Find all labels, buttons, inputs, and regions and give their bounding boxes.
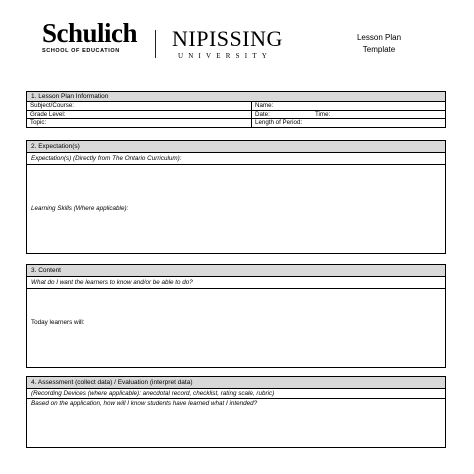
assessment-question-label: Based on the application, how will I know students have learned what I intended? [31,400,258,407]
schulich-wordmark: Schulich [42,18,138,48]
content-question-label: What do I want the learners to know and/or be able to do? [27,277,445,289]
section-title: 4. Assessment (collect data) / Evaluation (interpret data) [27,377,445,389]
assessment-section [26,376,446,448]
nipissing-subtitle: UNIVERSITY [178,52,272,60]
date-label: Date: [255,110,270,118]
document-title-line2: Template [362,45,396,54]
lesson-plan-info-section [26,91,446,128]
table-row [27,119,445,127]
length-of-period-field[interactable] [252,119,445,127]
header-divider [155,30,156,58]
expectations-label: Expectation(s) (Directly from The Ontario Curriculum): [27,153,445,165]
section-title: 3. Content [27,265,445,277]
expectations-section [26,140,446,254]
nipissing-logo [172,28,283,60]
table-row [27,111,445,120]
subject-course-field[interactable]: Subject/Course: [27,102,252,110]
document-title [344,32,414,56]
length-of-period-label: Length of Period: [255,119,303,126]
today-learners-label: Today learners will: [31,319,85,326]
section-title: 2. Expectation(s) [27,141,445,153]
time-label: Time: [315,110,331,118]
name-field[interactable] [252,102,445,110]
content-section [26,264,446,368]
recording-devices-label: (Recording Devices (where applicable): anecdotal record, checklist, rating scale, rubric) [27,389,445,399]
nipissing-wordmark: NIPISSING [172,26,283,51]
learning-skills-label: Learning Skills (Where applicable): [31,205,129,212]
date-time-field[interactable] [252,111,445,119]
document-title-line1: Lesson Plan [356,33,402,42]
section-title: 1. Lesson Plan Information [27,92,445,102]
topic-field[interactable]: Topic: [27,119,252,127]
schulich-logo [42,18,137,54]
schulich-subtitle: SCHOOL OF EDUCATION [42,48,120,54]
name-label: Name: [255,102,274,109]
grade-level-field[interactable]: Grade Level: [27,111,252,119]
table-row [27,102,445,111]
